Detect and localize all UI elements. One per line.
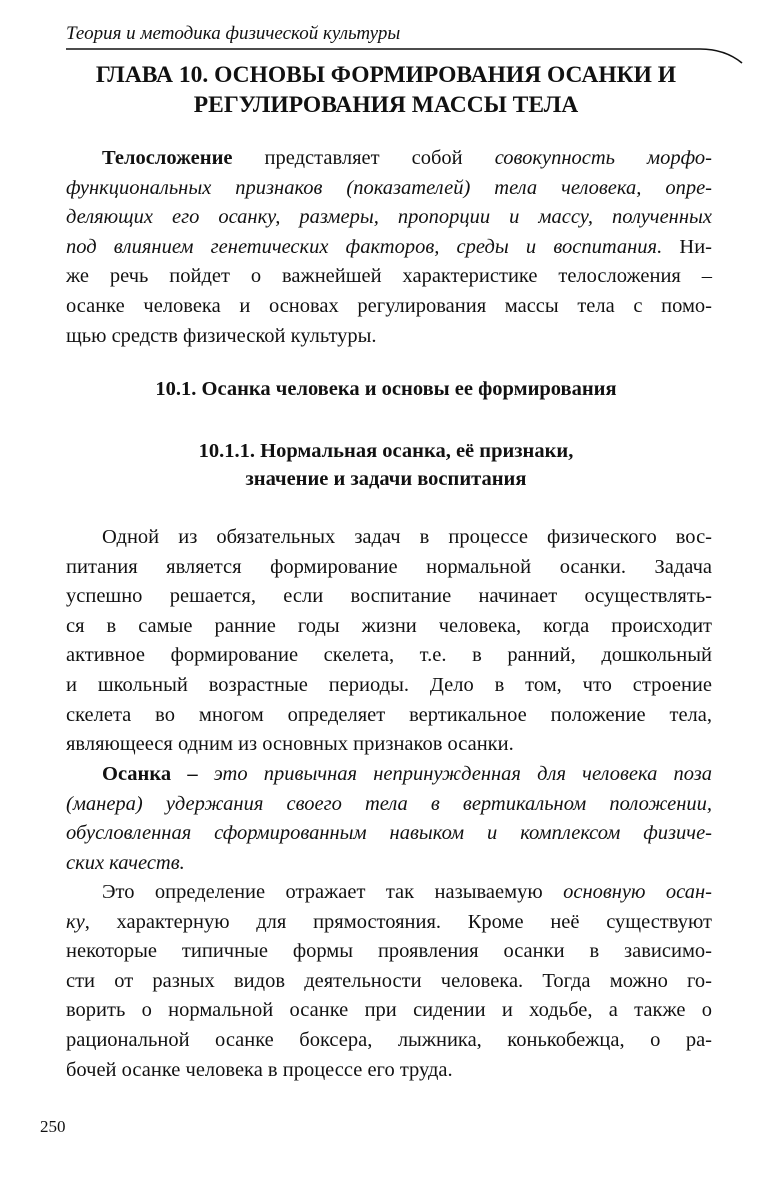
text-line: скелета во многом определяет вертикальное положение тела, <box>66 703 712 726</box>
chapter-title-line-2: РЕГУЛИРОВАНИЯ МАССЫ ТЕЛА <box>193 92 579 118</box>
paragraph-posture-education <box>66 523 712 760</box>
text-line: Телосложение представляет собой совокупность морфо- <box>102 147 712 169</box>
text-line: щью средств физической культуры. <box>66 324 377 347</box>
text-line: под влиянием генетических факторов, среды и воспитания. Ни- <box>66 235 712 258</box>
text-line: питания является формирование нормальной осанки. Задача <box>66 555 712 578</box>
text-line: обусловленная сформированным навыком и комплексом физиче- <box>66 822 712 845</box>
text-line: (манера) удержания своего тела в вертикальном положении, <box>66 792 712 815</box>
text-line: Осанка – это привычная непринужденная для человека поза <box>102 763 712 785</box>
page-number: 250 <box>40 1117 66 1136</box>
text-line: ворить о нормальной осанке при сидении и ходьбе, а также о <box>66 999 712 1022</box>
definition-paragraph <box>66 760 712 878</box>
text-line: Одной из обязательных задач в процессе физического вос- <box>102 526 712 548</box>
term-posture: Осанка <box>102 763 172 785</box>
text-line: ку, характерную для прямостояния. Кроме неё существуют <box>66 910 712 933</box>
text-line: ся в самые ранние годы жизни человека, когда происходит <box>66 614 712 637</box>
section-title: 10.1. Осанка человека и основы ее формирования <box>155 378 617 400</box>
text-line: некоторые типичные формы проявления осанки в зависимо- <box>66 940 712 963</box>
subsection-title-line-1: 10.1.1. Нормальная осанка, её признаки, <box>198 440 574 462</box>
text-line: Это определение отражает так называемую основную осан- <box>102 881 712 903</box>
text-line: успешно решается, если воспитание начинает осуществлять- <box>66 585 712 608</box>
running-head: Теория и методика физической культуры <box>66 23 401 44</box>
text-line: бочей осанке человека в процессе его труда. <box>66 1058 453 1081</box>
subsection-title <box>66 437 706 493</box>
text-line: активное формирование скелета, т.е. в ранний, дошкольный <box>66 644 712 667</box>
text-line: функциональных признаков (показателей) тела человека, опре- <box>66 176 712 199</box>
text-line: осанке человека и основах регулирования массы тела с помо- <box>66 294 712 317</box>
subsection-title-line-2: значение и задачи воспитания <box>245 468 527 490</box>
text-line: ских качеств. <box>66 851 185 874</box>
chapter-title <box>66 60 706 120</box>
text-line: и школьный возрастные периоды. Дело в том, что строение <box>66 673 712 696</box>
text-line: же речь пойдет о важнейшей характеристике телосложения – <box>66 265 712 288</box>
text-line: являющееся одним из основных признаков осанки. <box>66 733 514 756</box>
chapter-title-line-1: ГЛАВА 10. ОСНОВЫ ФОРМИРОВАНИЯ ОСАНКИ И <box>95 62 677 88</box>
text-line: рациональной осанке боксера, лыжника, конькобежца, о ра- <box>66 1028 712 1051</box>
text-line: деляющих его осанку, размеры, пропорции и массу, полученных <box>66 206 712 229</box>
term-body-build: Телосложение <box>102 147 233 169</box>
text-line: сти от разных видов деятельности человека. Тогда можно го- <box>66 969 712 992</box>
paragraph-basic-posture <box>66 878 712 1085</box>
intro-paragraph <box>66 144 712 351</box>
